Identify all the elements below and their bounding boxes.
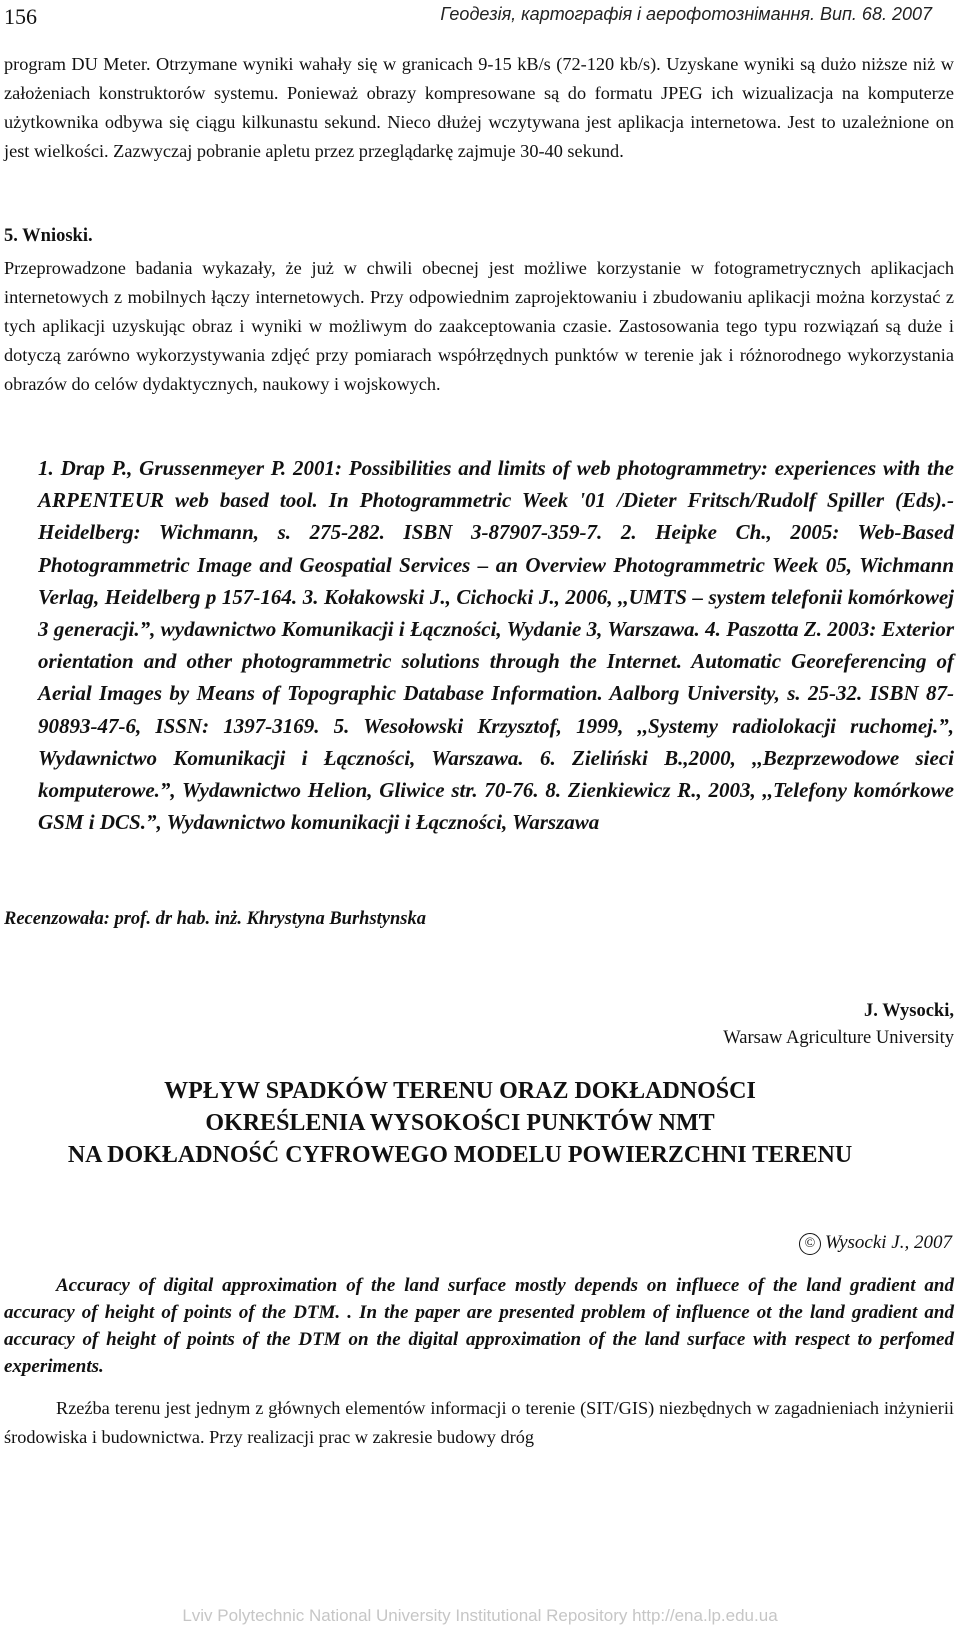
author-affiliation: Warsaw Agriculture University [723,1028,954,1048]
title-line-2: OKREŚLENIA WYSOKOŚCI PUNKTÓW NMT [205,1110,715,1136]
title-line-3: NA DOKŁADNOŚĆ CYFROWEGO MODELU POWIERZCHNI TERENU [67,1142,853,1168]
intro-paragraph: program DU Meter. Otrzymane wyniki wahały się w granicach 9-15 kB/s (72-120 kb/s). Uzyskane wyniki są dużo niższe niż w założeniach konstruktorów systemu. Ponieważ obrazy kompresowane są do formatu JPEG ich wizualizacja na komputerze użytkownika odbywa się ciągu kilkunastu sekund. Nieco dłużej wczytywana jest aplikacja internetowa. Jest to uzależnione on jest wielkości. Zazwyczaj pobranie apletu przez przeglądarkę zajmuje 30-40 sekund. [4,54,954,161]
copyright-line [799,1232,952,1255]
page-number: 156 [4,4,37,29]
author-block [723,998,954,1052]
page-header [0,0,960,40]
conclusions-heading: 5. Wnioski. [4,226,93,246]
journal-title: Геодезія, картографія і аерофотознімання. Вип. 68. 2007 [440,4,932,24]
copyright-text: Wysocki J., 2007 [825,1232,952,1253]
author-name: J. Wysocki, [864,1001,954,1021]
article-title [0,1075,920,1171]
reviewer-line: Recenzowała: prof. dr hab. inż. Khrystyna Burhstynska [4,909,426,929]
references-list: 1. Drap P., Grussenmeyer P. 2001: Possibilities and limits of web photogrammetry: experiences with the ARPENTEUR web based tool. In Photogrammetric Week '01 /Dieter Fritsch/Rudolf Spiller (Eds).-Heidelberg: Wichmann, s. 275-282. ISBN 3-87907-359-7. 2. Heipke Ch., 2005: Web-Based Photogrammetric Image and Geospatial Services – an Overview Photogrammetric Week 05, Wichmann Verlag, Heidelberg p 157-164. 3. Kołakowski J., Cichocki J., 2006, ,,UMTS – system telefonii komórkowej 3 generacji.”, wydawnictwo Komunikacji i Łączności, Wydanie 3, Warszawa. 4. Paszotta Z. 2003: Exterior orientation and other photogrammetric solutions through the Internet. Automatic Georeferencing of Aerial Images by Means of Topographic Database Information. Aalborg University, s. 25-32. ISBN 87-90893-47-6, ISSN: 1397-3169. 5. Wesołowski Krzysztof, 1999, ,,Systemy radiolokacji ruchomej.”, Wydawnictwo Komunikacji i Łączności, Warszawa. 6. Zieliński B.,2000, ,,Bezprzewodowe sieci komputerowe.”, Wydawnictwo Helion, Gliwice str. 70-76. 8. Zienkiewicz R., 2003, ,,Telefony komórkowe GSM i DCS.”, Wydawnictwo komunikacji i Łączności, Warszawa [38,456,954,835]
copyright-icon: © [799,1233,821,1255]
title-line-1: WPŁYW SPADKÓW TERENU ORAZ DOKŁADNOŚCI [164,1078,756,1104]
body-paragraph: Rzeźba terenu jest jednym z głównych elementów informacji o terenie (SIT/GIS) niezbędnych w zagadnieniach inżynierii środowiska i budownictwa. Przy realizacji prac w zakresie budowy dróg [4,1398,954,1447]
conclusions-text: Przeprowadzone badania wykazały, że już w chwili obecnej jest możliwe korzystanie w fotogrametrycznych aplikacjach internetowych z mobilnych łączy internetowych. Przy odpowiednim zaprojektowaniu i zbudowaniu aplikacji można korzystać z tych aplikacji uzyskując obraz i wyniki w możliwym do zaakceptowania czasie. Zastosowania tego typu rozwiązań są duże i dotyczą zarówno wykorzystywania zdjęć przy pomiarach współrzędnych punktów w terenie jak i różnorodnego wykorzystania obrazów do celów dydaktycznych, naukowy i wojskowych. [4,258,954,394]
repository-footer: Lviv Polytechnic National University Institutional Repository http://ena.lp.edu.ua [182,1606,778,1625]
abstract: Accuracy of digital approximation of the land surface mostly depends on influece of the land gradient and accuracy of height of points of the DTM. . In the paper are presented problem of influence ot the land gradient and accuracy of height of points of the DTM on the digital approximation of the land surface with respect to perfomed experiments. [4,1275,954,1377]
